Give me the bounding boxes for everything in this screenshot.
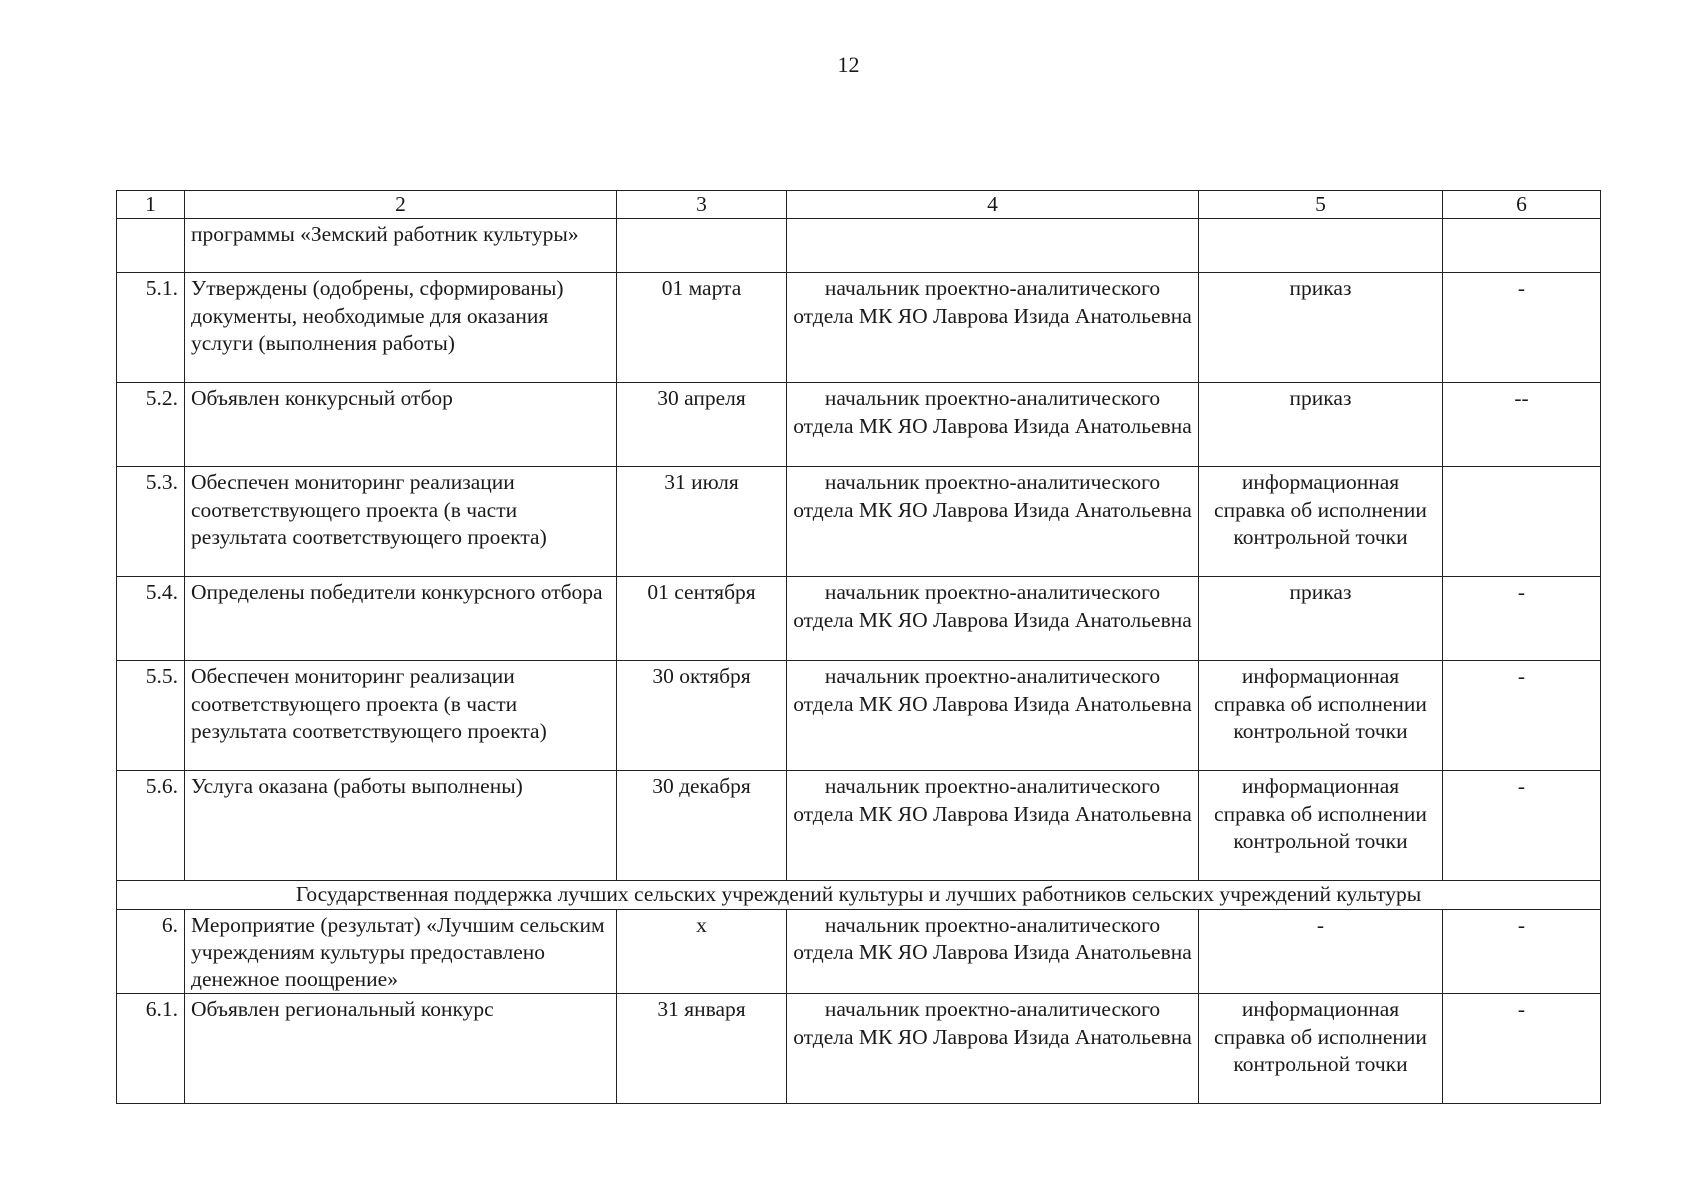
row-responsible: начальник проектно-аналитического отдела МК ЯО Лаврова Изида Анатольевна — [787, 577, 1199, 661]
table-row — [117, 467, 1601, 577]
row-name: Объявлен региональный конкурс — [185, 994, 617, 1104]
row-name: Обеспечен мониторинг реализации соответствующего проекта (в части результата соответствующего проекта) — [185, 467, 617, 577]
row-name: Мероприятие (результат) «Лучшим сельским учреждениям культуры предоставлено денежное поощрение» — [185, 909, 617, 994]
row-number: 5.5. — [117, 661, 185, 771]
row-note: - — [1443, 273, 1601, 383]
column-number-1: 1 — [117, 191, 185, 219]
row-number: 5.2. — [117, 383, 185, 467]
row-date: 01 сентября — [617, 577, 787, 661]
row-document: приказ — [1199, 273, 1443, 383]
row-responsible: начальник проектно-аналитического отдела МК ЯО Лаврова Изида Анатольевна — [787, 661, 1199, 771]
row-date: 30 октября — [617, 661, 787, 771]
table-row — [117, 771, 1601, 881]
row-document: информационная справка об исполнении контрольной точки — [1199, 661, 1443, 771]
row-responsible: начальник проектно-аналитического отдела МК ЯО Лаврова Изида Анатольевна — [787, 273, 1199, 383]
row-responsible: начальник проектно-аналитического отдела МК ЯО Лаврова Изида Анатольевна — [787, 383, 1199, 467]
row-date: 30 апреля — [617, 383, 787, 467]
row-note: - — [1443, 909, 1601, 994]
row-number: 5.3. — [117, 467, 185, 577]
row-responsible — [787, 219, 1199, 273]
table-row — [117, 661, 1601, 771]
row-document — [1199, 219, 1443, 273]
row-number: 5.6. — [117, 771, 185, 881]
row-note: -- — [1443, 383, 1601, 467]
control-points-table — [116, 190, 1601, 1104]
row-note: - — [1443, 577, 1601, 661]
row-note — [1443, 467, 1601, 577]
table-row-continuation — [117, 219, 1601, 273]
section-row — [117, 881, 1601, 909]
table-row — [117, 383, 1601, 467]
row-date: 31 июля — [617, 467, 787, 577]
row-note: - — [1443, 661, 1601, 771]
row-responsible: начальник проектно-аналитического отдела МК ЯО Лаврова Изида Анатольевна — [787, 909, 1199, 994]
row-document: информационная справка об исполнении контрольной точки — [1199, 467, 1443, 577]
row-name: Обеспечен мониторинг реализации соответствующего проекта (в части результата соответствующего проекта) — [185, 661, 617, 771]
row-document: информационная справка об исполнении контрольной точки — [1199, 771, 1443, 881]
table-row — [117, 994, 1601, 1104]
row-date: 30 декабря — [617, 771, 787, 881]
row-name: программы «Земский работник культуры» — [185, 219, 617, 273]
row-number: 5.1. — [117, 273, 185, 383]
column-number-3: 3 — [617, 191, 787, 219]
row-name: Определены победители конкурсного отбора — [185, 577, 617, 661]
row-name: Объявлен конкурсный отбор — [185, 383, 617, 467]
row-note — [1443, 219, 1601, 273]
column-number-4: 4 — [787, 191, 1199, 219]
row-note: - — [1443, 994, 1601, 1104]
row-responsible: начальник проектно-аналитического отдела МК ЯО Лаврова Изида Анатольевна — [787, 994, 1199, 1104]
row-note: - — [1443, 771, 1601, 881]
row-document: - — [1199, 909, 1443, 994]
row-document: информационная справка об исполнении контрольной точки — [1199, 994, 1443, 1104]
row-document: приказ — [1199, 577, 1443, 661]
row-name: Утверждены (одобрены, сформированы) документы, необходимые для оказания услуги (выполнения работы) — [185, 273, 617, 383]
row-number: 6.1. — [117, 994, 185, 1104]
table-row — [117, 909, 1601, 994]
column-number-6: 6 — [1443, 191, 1601, 219]
row-responsible: начальник проектно-аналитического отдела МК ЯО Лаврова Изида Анатольевна — [787, 771, 1199, 881]
row-date — [617, 219, 787, 273]
row-number: 5.4. — [117, 577, 185, 661]
row-date: 01 марта — [617, 273, 787, 383]
page-number: 12 — [837, 52, 860, 77]
column-number-row — [117, 191, 1601, 219]
row-number — [117, 219, 185, 273]
section-title: Государственная поддержка лучших сельских учреждений культуры и лучших работников сельских учреждений культуры — [117, 881, 1601, 909]
table-row — [117, 273, 1601, 383]
row-responsible: начальник проектно-аналитического отдела МК ЯО Лаврова Изида Анатольевна — [787, 467, 1199, 577]
row-name: Услуга оказана (работы выполнены) — [185, 771, 617, 881]
row-document: приказ — [1199, 383, 1443, 467]
row-number: 6. — [117, 909, 185, 994]
row-date: х — [617, 909, 787, 994]
column-number-2: 2 — [185, 191, 617, 219]
column-number-5: 5 — [1199, 191, 1443, 219]
row-date: 31 января — [617, 994, 787, 1104]
table-row — [117, 577, 1601, 661]
